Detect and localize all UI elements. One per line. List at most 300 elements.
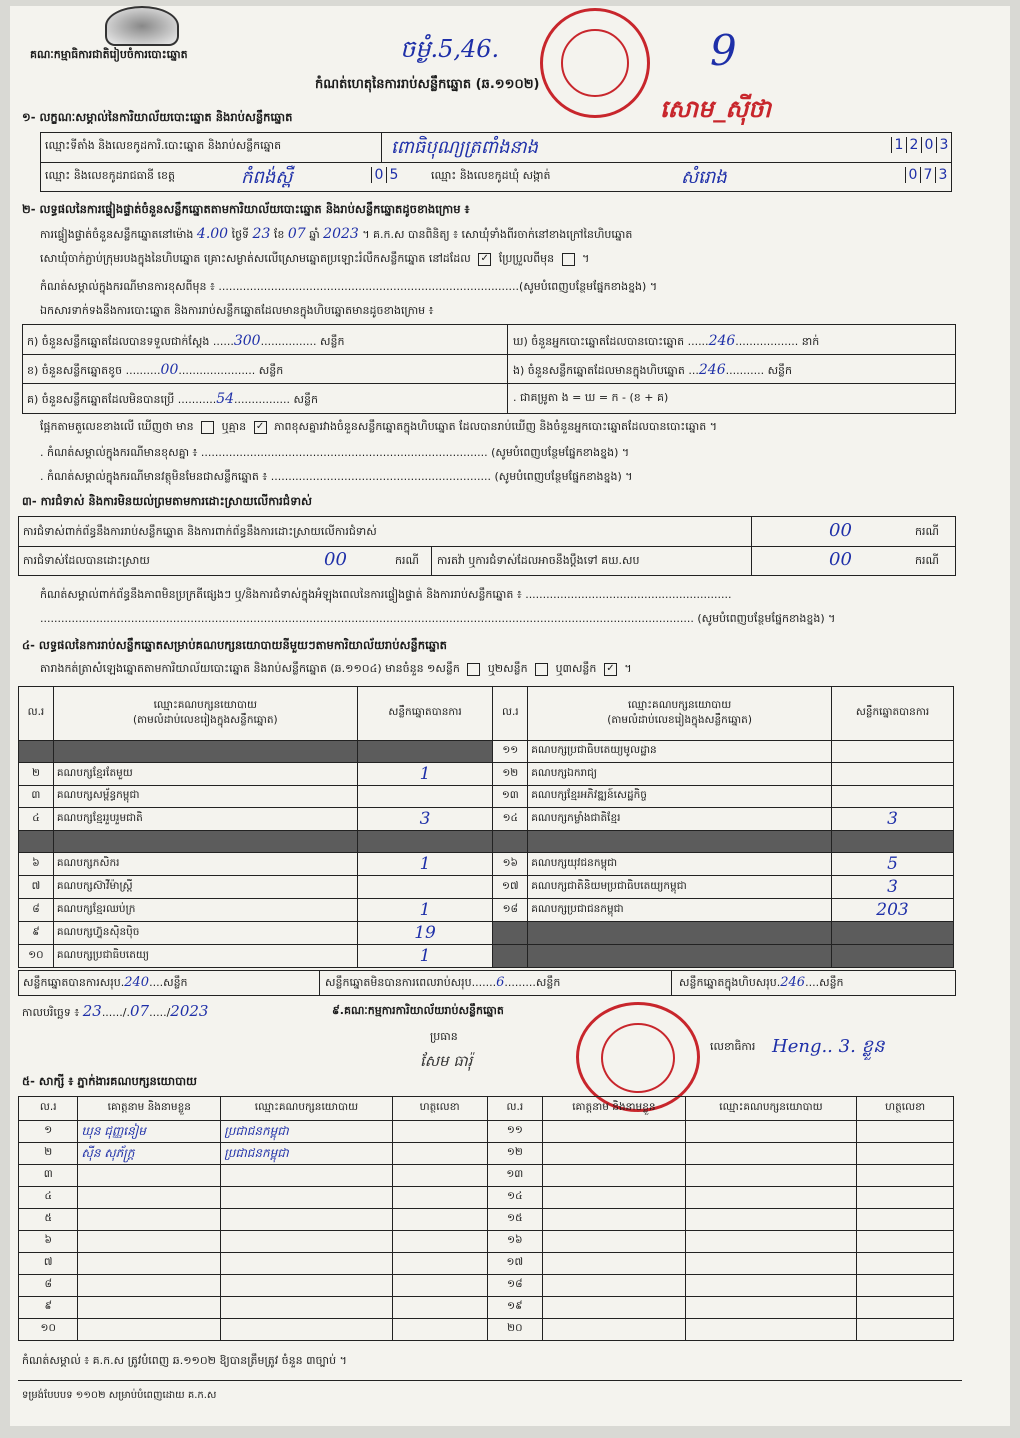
documents-line: ឯកសារទាក់ទងនឹងការបោះឆ្នោត និងការរាប់សន្លឹកឆ្នោតដែលមានក្នុងហិបឆ្នោតមានដូចខាងក្រោម ៖ — [40, 304, 434, 317]
witness-signature[interactable] — [392, 1143, 487, 1165]
witness-row — [19, 1253, 954, 1275]
inbox-label: ង) ចំនួនសន្លឹកឆ្នោតដែលមានក្នុងហិបឆ្នោត — [513, 364, 685, 377]
received-value: 300 — [233, 333, 261, 349]
witness-row — [19, 1143, 954, 1165]
party-name: គណបក្សស៊ាវីម៉ាស្ត្រី — [53, 876, 357, 899]
tally-sheet-line: តារាងកត់ត្រាសំឡេងឆ្នោតតាមការិយាល័យបោះឆ្នោត និងរាប់សន្លឹកឆ្នោត (ឆ.១១០៤) មានចំនួន ១សន្លឹក ឬ២សន្លឹក ឬ៣សន្លឹក ✓ ។ — [40, 662, 632, 675]
change-note: កំណត់សម្គាល់ក្នុងករណីមានការខុសពីមុន ៖ ......................................................................................(សូមបំពេញបន្ថែមផ្នែកខាងខ្នង) ។ — [40, 280, 658, 293]
col-party: ឈ្មោះគណបក្សនយោបាយ — [685, 1097, 857, 1121]
party-votes: 5 — [832, 853, 954, 876]
party-row — [19, 831, 954, 853]
total-invalid-label: សន្លឹកឆ្នោតមិនបានការពេលរាប់សរុប — [325, 976, 472, 989]
appeal-label: ការតវ៉ា ឬការជំទាស់ដែលអាចនឹងប្តឹងទៅ គឃ.សប — [437, 554, 640, 567]
witness-name — [78, 1319, 221, 1341]
total-valid-value: 240 — [124, 975, 150, 990]
total-invalid: សន្លឹកឆ្នោតមិនបានការពេលរាប់សរុប.......6.........សន្លឹក — [325, 975, 561, 990]
code-digit: 7 — [920, 167, 935, 183]
unused-count: គ) ចំនួនសន្លឹកឆ្នោតដែលមិនបានប្រើ ...........54................ សន្លឹក — [27, 391, 318, 407]
foreign-object-note: . កំណត់សម្គាល់ក្នុងករណីមានវត្ថុមិនមែនជាសន្លឹកឆ្នោត ៖ ............................................................... (សូមបំពេញបន្ថែមផ្នែកខាងខ្នង) ។ — [40, 470, 633, 483]
party-no: ១៨ — [493, 899, 528, 922]
witness-signature[interactable] — [392, 1209, 487, 1231]
unused-value: 54 — [216, 391, 235, 407]
code-digit: 0 — [905, 167, 920, 183]
party-name — [528, 922, 832, 945]
col-name: គោត្តនាម និងនាមខ្លួន — [78, 1097, 221, 1121]
corner-mark: 9 — [710, 26, 737, 75]
stamp-ring-icon — [561, 29, 629, 97]
witness-row — [19, 1187, 954, 1209]
witness-signature[interactable] — [857, 1253, 954, 1275]
received-label: ក) ចំនួនសន្លឹកឆ្នោតដែលបានទទួលជាក់ស្តែង — [27, 335, 210, 348]
party-votes — [832, 831, 954, 853]
party-row — [19, 786, 954, 808]
witness-name — [78, 1297, 221, 1319]
commune-value: សំរោង — [681, 167, 727, 188]
day-label: ថ្ងៃទី — [231, 228, 250, 241]
witness-party — [685, 1297, 857, 1319]
stamp-ring-icon — [601, 1023, 675, 1093]
seal-text: សោឃុំចាក់ភ្ជាប់ក្រុមរបងក្នុងនៃហិបឆ្នោត គ្រោះសម្ងាត់សលើស្រោមឆ្នោតប្រឡោះរំលឹកសន្លឹកឆ្នោត នៅដដែល — [40, 252, 471, 265]
witness-signature[interactable] — [392, 1297, 487, 1319]
total-box-value: 246 — [780, 975, 806, 990]
three-sheet-checkbox[interactable]: ✓ — [604, 663, 617, 676]
witness-party — [221, 1253, 393, 1275]
party-name: គណបក្សយុវជនកម្ពុជា — [528, 853, 832, 876]
emblem-icon — [105, 6, 179, 46]
footer-note: កំណត់សម្គាល់ ៖ គ.ក.ស ត្រូវបំពេញ ឆ.១១០២ ឱ្យបានត្រឹមត្រូវ ចំនួន ៣ច្បាប់ ។ — [22, 1354, 347, 1367]
witness-signature[interactable] — [392, 1231, 487, 1253]
has-discrepancy-checkbox[interactable] — [201, 421, 214, 434]
witness-name — [543, 1143, 686, 1165]
voters-count: ឃ) ចំនួនអ្នកបោះឆ្នោតដែលបានបោះឆ្នោត ......246.................. នាក់ — [513, 333, 820, 349]
date-month: 07 — [130, 1002, 150, 1020]
code-digit: 3 — [936, 137, 951, 153]
col-party — [53, 687, 357, 741]
objections-box — [18, 516, 956, 576]
col-no: ល.រ — [493, 687, 528, 741]
party-row — [19, 899, 954, 922]
unit-label: សន្លឹក — [819, 976, 844, 989]
section4-heading: ៤- លទ្ធផលនៃការរាប់សន្លឹកឆ្នោតសម្រាប់គណបក្សនយោបាយនីមួយៗតាមការិយាល័យរាប់សន្លឹកឆ្នោត — [22, 638, 447, 652]
witness-signature[interactable] — [857, 1231, 954, 1253]
spoiled-label: ខ) ចំនួនសន្លឹកឆ្នោតខូច — [27, 364, 123, 377]
witness-signature[interactable] — [857, 1121, 954, 1143]
party-name — [53, 831, 357, 853]
witness-name — [543, 1165, 686, 1187]
witness-signature[interactable] — [857, 1165, 954, 1187]
witness-row — [19, 1231, 954, 1253]
col-name: គោត្តនាម និងនាមខ្លួន — [543, 1097, 686, 1121]
location-value: ពោធិបុណ្យត្រពាំងនាង — [391, 137, 538, 158]
discrepancy-has-label: ផ្អែកតាមតួលេខខាងលើ ឃើញថា មាន — [40, 420, 194, 433]
witness-no: ៩ — [19, 1297, 78, 1319]
witness-name — [543, 1231, 686, 1253]
witness-name — [543, 1121, 686, 1143]
objection-count-value: 00 — [829, 520, 852, 541]
col-votes: សន្លឹកឆ្នោតបានការ — [832, 687, 954, 741]
changed-label: ប្រែប្រួលពីមុន — [498, 252, 555, 265]
unit-label: សន្លឹក — [293, 393, 318, 406]
signing-date: កាលបរិច្ឆេទ ៖ 23....../.07...../2023 — [22, 1002, 209, 1020]
party-no — [19, 831, 54, 853]
location-code — [891, 137, 951, 153]
witness-no: ១៩ — [487, 1297, 543, 1319]
commune-label: ឈ្មោះ និងលេខកូដឃុំ សង្កាត់ — [431, 169, 551, 182]
party-results-table — [18, 686, 954, 968]
party-votes — [357, 786, 493, 808]
witness-party — [221, 1231, 393, 1253]
party-no: ១៣ — [493, 786, 528, 808]
chair-label: ប្រធាន — [430, 1030, 458, 1043]
party-votes: 1 — [357, 899, 493, 922]
ballot-count-record-page — [10, 6, 1010, 1426]
three-sheet-label: ឬ៣សន្លឹក — [555, 662, 597, 675]
witness-signature[interactable] — [857, 1297, 954, 1319]
party-no: ១៦ — [493, 853, 528, 876]
witness-no: ៤ — [19, 1187, 78, 1209]
same-checkbox[interactable]: ✓ — [478, 253, 491, 266]
witness-signature[interactable] — [857, 1143, 954, 1165]
unit-label: សន្លឹក — [163, 976, 188, 989]
year-label: ឆ្នាំ — [309, 228, 320, 241]
inbox-count: ង) ចំនួនសន្លឹកឆ្នោតដែលមានក្នុងហិបឆ្នោត ...246........... សន្លឹក — [513, 362, 793, 378]
party-no: ១២ — [493, 763, 528, 786]
witness-party — [221, 1319, 393, 1341]
party-no — [493, 922, 528, 945]
received-count: ក) ចំនួនសន្លឹកឆ្នោតដែលបានទទួលជាក់ស្តែង ......300................ សន្លឹក — [27, 333, 345, 349]
party-row — [19, 922, 954, 945]
witness-name — [543, 1319, 686, 1341]
witness-no: ១៦ — [487, 1231, 543, 1253]
voters-value: 246 — [708, 333, 736, 349]
witness-party — [685, 1253, 857, 1275]
code-digit: 3 — [935, 167, 950, 183]
committee-label: ៩.គណៈកម្មការការិយាល័យរាប់សន្លឹកឆ្នោត — [332, 1004, 504, 1017]
witness-no: ២ — [19, 1143, 78, 1165]
party-row — [19, 876, 954, 899]
witness-signature[interactable] — [857, 1187, 954, 1209]
witness-name — [78, 1209, 221, 1231]
discrepancy-text: ភាពខុសគ្នារវាងចំនួនសន្លឹកឆ្នោតក្នុងហិបឆ្នោត ដែលបានរាប់ឃើញ និងចំនួនអ្នកបោះឆ្នោតដែលបានបោះឆ្នោត ។ — [274, 420, 717, 433]
party-name: គណបក្សខ្មែរអភិវឌ្ឍន៍សេដ្ឋកិច្ច — [528, 786, 832, 808]
unused-label: គ) ចំនួនសន្លឹកឆ្នោតដែលមិនបានប្រើ — [27, 393, 175, 406]
unit-label: សន្លឹក — [767, 364, 793, 377]
total-invalid-value: 6 — [496, 975, 505, 990]
witness-name — [543, 1275, 686, 1297]
party-no: ៦ — [19, 853, 54, 876]
secretary-label: លេខាធិការ — [710, 1040, 756, 1053]
witness-no: ១៨ — [487, 1275, 543, 1297]
col-party-subtitle: (តាមលំដាប់លេខរៀងក្នុងសន្លឹកឆ្នោត) — [607, 713, 752, 726]
verification-text: ។ គ.ក.ស បានពិនិត្យ ៖ សោឃុំទាំងពីរចាក់នៅខាងក្រៅនៃហិបឆ្នោត — [362, 228, 633, 241]
two-sheet-checkbox[interactable] — [535, 663, 548, 676]
party-no — [493, 831, 528, 853]
witness-no: ១៤ — [487, 1187, 543, 1209]
resolved-value: 00 — [324, 549, 347, 570]
totals-row — [18, 970, 956, 996]
party-votes — [357, 876, 493, 899]
witness-party — [221, 1297, 393, 1319]
party-name: គណបក្សខ្មែររួបរួមជាតិ — [53, 808, 357, 831]
verification-year: 2023 — [323, 226, 359, 242]
party-row — [19, 763, 954, 786]
case-unit: ករណី — [915, 554, 939, 567]
two-sheet-label: ឬ២សន្លឹក — [487, 662, 528, 675]
party-name: គណបក្សប្រជាជនកម្ពុជា — [528, 899, 832, 922]
code-digit: 2 — [906, 137, 921, 153]
party-name: គណបក្សខ្មែរឈប់ក្រ — [53, 899, 357, 922]
party-row — [19, 945, 954, 968]
seal-line: សោឃុំចាក់ភ្ជាប់ក្រុមរបងក្នុងនៃហិបឆ្នោត គ្រោះសម្ងាត់សលើស្រោមឆ្នោតប្រឡោះរំលឹកសន្លឹកឆ្នោត នៅដដែល ✓ ប្រែប្រួលពីមុន ។ — [40, 252, 590, 265]
witness-name: ឃុន ជុញ្ញនៀម — [78, 1121, 221, 1143]
party-row — [19, 853, 954, 876]
party-no: ៩ — [19, 922, 54, 945]
witness-party — [221, 1209, 393, 1231]
party-name: គណបក្សសម្ព័ន្ធកម្ពុជា — [53, 786, 357, 808]
section1-heading: ១- លក្ខណៈសម្គាល់នៃការិយាល័យបោះឆ្នោត និងរាប់សន្លឹកឆ្នោត — [22, 110, 293, 124]
witness-party — [685, 1187, 857, 1209]
party-no — [19, 741, 54, 763]
col-no: ល.រ — [19, 1097, 78, 1121]
org-name: គណៈកម្មាធិការជាតិរៀបចំការបោះឆ្នោត — [30, 48, 188, 61]
col-sign: ហត្ថលេខា — [857, 1097, 954, 1121]
chair-signature: សែម ធារ៉ុ — [420, 1052, 473, 1070]
party-no: ១០ — [19, 945, 54, 968]
witness-no: ១ — [19, 1121, 78, 1143]
col-no: ល.រ — [19, 687, 54, 741]
party-no — [493, 945, 528, 968]
location-label: ឈ្មោះទីតាំង និងលេខកូដការិ.បោះឆ្នោត និងរាប់សន្លឹកឆ្នោត — [45, 139, 282, 152]
party-votes — [832, 945, 954, 968]
unit-label: សន្លឹក — [258, 364, 284, 377]
witness-row — [19, 1319, 954, 1341]
col-sign: ហត្ថលេខា — [392, 1097, 487, 1121]
witness-party: ប្រជាជនកម្ពុជា — [221, 1121, 393, 1143]
party-votes — [832, 922, 954, 945]
witness-table — [18, 1096, 954, 1341]
witness-signature[interactable] — [857, 1209, 954, 1231]
party-no: ៨ — [19, 899, 54, 922]
witness-no: ៨ — [19, 1275, 78, 1297]
discrepancy-none-label: ឬគ្មាន — [221, 420, 247, 433]
party-name — [53, 741, 357, 763]
witness-no: ៧ — [19, 1253, 78, 1275]
witness-name — [543, 1253, 686, 1275]
party-no: ៧ — [19, 876, 54, 899]
witness-party — [685, 1143, 857, 1165]
party-name: គណបក្សកសិករ — [53, 853, 357, 876]
witness-signature[interactable] — [857, 1275, 954, 1297]
party-name — [528, 945, 832, 968]
verification-time-label: ការផ្ទៀងផ្ទាត់ចំនួនសន្លឹកឆ្នោតនៅម៉ោង — [40, 228, 194, 241]
party-no: ២ — [19, 763, 54, 786]
party-votes — [832, 741, 954, 763]
discrepancy-line — [40, 420, 717, 436]
party-no: ១៤ — [493, 808, 528, 831]
witness-name — [543, 1209, 686, 1231]
unit-label: សន្លឹក — [535, 976, 561, 989]
col-no: ល.រ — [487, 1097, 543, 1121]
section3-heading: ៣- ការជំទាស់ និងការមិនយល់ព្រមតាមការដោះស្រាយលើការជំទាស់ — [22, 494, 313, 508]
witness-row — [19, 1275, 954, 1297]
witness-signature[interactable] — [392, 1319, 487, 1341]
witness-name — [78, 1231, 221, 1253]
witness-no: ៣ — [19, 1165, 78, 1187]
code-digit: 5 — [386, 167, 401, 183]
party-name: គណបក្សកម្លាំងជាតិខ្មែរ — [528, 808, 832, 831]
witness-name — [78, 1275, 221, 1297]
witness-no: ១៧ — [487, 1253, 543, 1275]
witness-no: ១១ — [487, 1121, 543, 1143]
witness-signature[interactable] — [857, 1319, 954, 1341]
witness-signature[interactable] — [392, 1253, 487, 1275]
province-label: ឈ្មោះ និងលេខកូដរាជធានី ខេត្ត — [45, 169, 175, 182]
witness-no: ៦ — [19, 1231, 78, 1253]
party-row — [19, 808, 954, 831]
witness-party — [221, 1275, 393, 1297]
verification-time: 4.00 — [196, 226, 229, 242]
date-day: 23 — [82, 1002, 102, 1020]
witness-no: ១២ — [487, 1143, 543, 1165]
changed-checkbox[interactable] — [562, 253, 575, 266]
witness-row — [19, 1297, 954, 1319]
witness-name — [78, 1187, 221, 1209]
footer-form-label: ទម្រង់បែបបទ ១១០២ សម្រាប់បំពេញដោយ គ.ក.ស — [22, 1390, 217, 1401]
party-votes: 19 — [357, 922, 493, 945]
province-value: កំពង់ស្ពឺ — [241, 167, 293, 188]
col-party-title: ឈ្មោះគណបក្សនយោបាយ — [627, 698, 732, 711]
irregularity-note-cont: ........................................................................................................................................................................................... (សូមបំពេញបន្ថែមផ្នែកខាងខ្នង) ។ — [40, 612, 836, 625]
col-party: ឈ្មោះគណបក្សនយោបាយ — [221, 1097, 393, 1121]
month-label: ខែ — [273, 228, 285, 241]
party-votes: 1 — [357, 853, 493, 876]
objection-count-label: ការជំទាស់ពាក់ព័ន្ធនឹងការរាប់សន្លឹកឆ្នោត និងការពាក់ព័ន្ធនឹងការដោះស្រាយលើការជំទាស់ — [23, 525, 377, 538]
col-party-subtitle: (តាមលំដាប់លេខរៀងក្នុងសន្លឹកឆ្នោត) — [132, 713, 278, 726]
witness-no: ១០ — [19, 1319, 78, 1341]
formula: . ជាគម្រូតា ង = ឃ = ក - (ខ + គ) — [513, 391, 669, 404]
total-valid-label: សន្លឹកឆ្នោតបានការសរុប — [23, 976, 121, 989]
witness-name: ស៊ីន សុភ័ក្ត្រ — [78, 1143, 221, 1165]
witness-row — [19, 1165, 954, 1187]
document-title: កំណត់ហេតុនៃការរាប់សន្លឹកឆ្នោត (ឆ.១១០២) — [315, 77, 540, 92]
witness-no: ៥ — [19, 1209, 78, 1231]
date-year: 2023 — [170, 1002, 209, 1020]
spoiled-value: 00 — [160, 362, 179, 378]
witness-name — [78, 1253, 221, 1275]
code-digit: 1 — [891, 137, 906, 153]
difference-note: . កំណត់សម្គាល់ក្នុងករណីមានខុសគ្នា ៖ .................................................................................. (សូមបំពេញបន្ថែមផ្នែកខាងខ្នង) ។ — [40, 446, 630, 459]
date-label: កាលបរិច្ឆេទ ៖ — [22, 1006, 80, 1019]
party-name: គណបក្សប្រជាធិបតេយ្យ — [53, 945, 357, 968]
witness-party — [685, 1165, 857, 1187]
party-no: ៤ — [19, 808, 54, 831]
section1-box — [40, 132, 952, 192]
witness-name — [543, 1187, 686, 1209]
party-no: ១១ — [493, 741, 528, 763]
verification-line — [40, 226, 632, 244]
commune-code — [905, 167, 950, 183]
witness-row — [19, 1121, 954, 1143]
resolved-label: ការជំទាស់ដែលបានដោះស្រាយ — [23, 554, 150, 567]
spoiled-count: ខ) ចំនួនសន្លឹកឆ្នោតខូច ..........00...................... សន្លឹក — [27, 362, 284, 378]
party-votes: 203 — [832, 899, 954, 922]
col-party — [528, 687, 832, 741]
witness-party — [685, 1275, 857, 1297]
witness-party — [685, 1121, 857, 1143]
party-votes — [357, 831, 493, 853]
voters-label: ឃ) ចំនួនអ្នកបោះឆ្នោតដែលបានបោះឆ្នោត — [513, 335, 685, 348]
party-votes: 1 — [357, 763, 493, 786]
tally-sheet-text: តារាងកត់ត្រាសំឡេងឆ្នោតតាមការិយាល័យបោះឆ្នោត និងរាប់សន្លឹកឆ្នោត (ឆ.១១០៤) មានចំនួន ១សន្លឹក — [40, 662, 460, 675]
one-sheet-checkbox[interactable] — [467, 663, 480, 676]
witness-signature[interactable] — [392, 1165, 487, 1187]
secretary-signature: Heng.. 3. ខ្លួន — [772, 1036, 885, 1057]
witness-name — [78, 1165, 221, 1187]
party-name: គណបក្សឯករាជ្យ — [528, 763, 832, 786]
party-name: គណបក្សប្រជាធិបតេយ្យមូលដ្ឋាន — [528, 741, 832, 763]
handwritten-name: សោម_ស៊ីថា — [660, 95, 772, 123]
code-digit: 0 — [371, 167, 386, 183]
section5-heading: ៥- សាក្សី ៖ ភ្នាក់ងារគណបក្សនយោបាយ — [22, 1074, 197, 1088]
irregularity-note: កំណត់សម្គាល់ពាក់ព័ន្ធនឹងភាពមិនប្រក្រតីផ្សេងៗ ឬ/និងការជំទាស់ក្នុងអំឡុងពេលនៃការផ្ទៀងផ្ទាត់ និងការរាប់សន្លឹកឆ្នោត ៖ ........................................................... — [40, 588, 732, 601]
appeal-value: 00 — [829, 549, 852, 570]
case-unit: ករណី — [915, 525, 939, 538]
witness-party — [685, 1209, 857, 1231]
verification-month: 07 — [287, 226, 306, 242]
province-code — [371, 167, 401, 183]
party-no: ១៧ — [493, 876, 528, 899]
witness-party — [685, 1231, 857, 1253]
party-votes — [357, 741, 493, 763]
no-discrepancy-checkbox[interactable]: ✓ — [254, 421, 267, 434]
party-name: គណបក្សហ្វ៊ុនស៊ិនប៉ិច — [53, 922, 357, 945]
case-unit: ករណី — [395, 554, 419, 567]
verification-day: 23 — [252, 226, 271, 242]
party-row — [19, 741, 954, 763]
witness-signature[interactable] — [392, 1121, 487, 1143]
witness-no: ២០ — [487, 1319, 543, 1341]
witness-party: ប្រជាជនកម្ពុជា — [221, 1143, 393, 1165]
official-stamp-top — [540, 8, 650, 118]
inbox-value: 246 — [698, 362, 726, 378]
col-party-title: ឈ្មោះគណបក្សនយោបាយ — [153, 698, 257, 711]
witness-row — [19, 1209, 954, 1231]
total-valid: សន្លឹកឆ្នោតបានការសរុប.240....សន្លឹក — [23, 975, 188, 990]
party-name: គណបក្សខ្មែរតែមួយ — [53, 763, 357, 786]
witness-signature[interactable] — [392, 1275, 487, 1297]
party-votes: 1 — [357, 945, 493, 968]
witness-party — [685, 1319, 857, 1341]
party-name — [528, 831, 832, 853]
section2-heading: ២- លទ្ធផលនៃការផ្ទៀងផ្ទាត់ចំនួនសន្លឹកឆ្នោតតាមការិយាល័យបោះឆ្នោត និងរាប់សន្លឹកឆ្នោតដូចខាងក្រោម ៖ — [22, 202, 470, 216]
witness-no: ១៥ — [487, 1209, 543, 1231]
counts-box — [22, 324, 956, 414]
party-name: គណបក្សជាតិនិយមប្រជាធិបតេយ្យកម្ពុជា — [528, 876, 832, 899]
party-votes: 3 — [357, 808, 493, 831]
total-box-label: សន្លឹកឆ្នោតក្នុងហិបសរុប — [679, 976, 777, 989]
unit-label: នាក់ — [801, 335, 820, 348]
witness-signature[interactable] — [392, 1187, 487, 1209]
total-box: សន្លឹកឆ្នោតក្នុងហិបសរុប.246....សន្លឹក — [679, 975, 844, 990]
party-votes — [832, 786, 954, 808]
document-number: ចម្ងំ.5,46. — [400, 35, 500, 63]
witness-name — [543, 1297, 686, 1319]
witness-no: ១៣ — [487, 1165, 543, 1187]
party-votes — [832, 763, 954, 786]
party-no: ៣ — [19, 786, 54, 808]
unit-label: សន្លឹក — [320, 335, 345, 348]
witness-party — [221, 1187, 393, 1209]
